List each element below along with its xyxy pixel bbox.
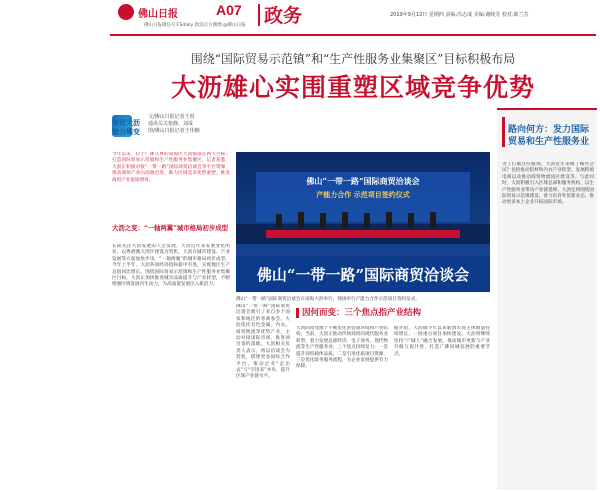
- column-logo-line1: 商贸大沥: [112, 118, 140, 127]
- issue-date: 2019年9月12日 星期四 责编:冯志成 美编:谢映芳 校对:陈兰芳: [390, 12, 529, 18]
- byline: [148, 114, 200, 135]
- photo-caption: 佛山“一带一路”国际商贸洽谈会在南海大沥举行，现场举行产能力合作示范项目签约仪式。: [236, 297, 420, 302]
- byline-photographer: 图/佛山日报记者王伟楠: [148, 128, 200, 134]
- newspaper-emblem-icon: [118, 4, 134, 20]
- signing-table: [266, 230, 460, 238]
- col3-body: 大沥的改变源于不断优化的营商环境和产业结构。当前，大沥正推动传统商贸向现代服务业转型，着力发展总部经济、电子商务、现代物流等生产性服务业，三个焦点持续发力：一是提升商贸载体品质，二是引进优质项目资源，三是优化政务服务流程，为企业发展提供有力保障。: [296, 326, 388, 370]
- col1-body: 长期关注大沥发展的人会发现，大沥近年来发展变化明显。以粤港澳大湾区建设为契机，大沥在城市建设、产业发展等方面加快步伐，“一轴两翼”的城市格局初步成型。今年上半年，大沥各项经济指标稳中有进，实现地区生产总值同比增长。围绕国际贸易示范镇和生产性服务业集聚区目标，大沥正加快推进城市品质提升与产业转型，不断增强区域发展内生动力，为高质量发展注入新活力。: [112, 244, 230, 288]
- col3-heading-text: 因何而变：三个焦点指产业结构: [302, 308, 422, 318]
- sidebar-rule: [497, 108, 597, 110]
- col1-heading-text: 大沥之变：“一轴两翼”城市格局初步成型: [112, 224, 228, 232]
- section-divider: [258, 4, 260, 26]
- photo-banner-bottom: 佛山“一带一路”国际商贸洽谈会: [256, 266, 470, 284]
- col1-heading: [112, 224, 232, 232]
- main-headline: 大沥雄心实围重塑区域竞争优势: [170, 73, 535, 102]
- lead-paragraph: 今年以来，位于广佛交界的南海区大沥镇锚定两大目标：打造国际贸易示范镇和生产性服务业集聚区。记者获悉，大沥正积极对接“一带一路”国际商贸洽谈会等平台资源，推动商贸产业向高端迈进，助力区域竞争优势重塑，推进商贸产业提质增效。: [112, 152, 230, 183]
- masthead-rule: [110, 34, 596, 36]
- column-logo-line2: 魅力蝶变: [112, 127, 140, 136]
- photo-banner-big: 产能力合作 示范项目签约仪式: [316, 190, 410, 199]
- page-number: A07: [216, 2, 242, 18]
- col3-heading-accent: [296, 308, 299, 318]
- col3-heading: [296, 308, 490, 319]
- column-logo-text: [112, 118, 146, 136]
- sidebar-heading: 路向何方：发力国际贸易和生产性服务业: [508, 125, 590, 147]
- byline-reporter: 文/佛山日报记者王锐: [148, 114, 195, 120]
- newspaper-name: 佛山日报: [138, 8, 178, 20]
- photo-banner-small: 佛山“一带一路”国际商贸洽谈会: [306, 176, 420, 186]
- col2-body: 佛山“一带一路”国际商贸洽谈会吸引了来自多个国家和地区的客商参会。大沥依托有色金属、内衣、商贸物流等优势产业，主动对接国际市场，推进项目签约落地。大沥相关负责人表示，将以洽谈会为契机，搭建更多国际合作平台，推动企业“走出去”与“引进来”并举，提升区域产业链水平。: [236, 304, 290, 380]
- sub-headline: 围绕“国际贸易示范镇”和“生产性服务业集聚区”目标积极布局: [190, 52, 516, 66]
- masthead-meta: 佛山日报微信号:FSdaily 新浪官方微博:@佛山日报: [144, 23, 246, 28]
- section-title: 政务: [264, 5, 303, 27]
- sidebar-accent: [502, 117, 505, 147]
- col4-body: 据介绍，大沥镇今年以来新增市场主体数量持续增长，一批重点项目加快建设。大沥将继续坚持“产城人”融合发展，推动城市更新与产业升级互促共进，打造广佛同城发展的重要节点。: [394, 326, 490, 357]
- masthead: [0, 0, 600, 36]
- newspaper-logo: [118, 4, 178, 20]
- byline-correspondent: 通讯员关艳静、刘成: [148, 121, 194, 127]
- event-photo: [236, 152, 490, 292]
- sidebar-body: 为了打破这些瓶颈，大沥近年来做了哪些尝试？包括推动铝材和内衣产业转型、发展跨境电商以及推动商贸物流园区建设等。与此同时，大沥积极引入区域总部和服务机构，以生产性服务业带动产业链延伸。大沥还将围绕国际贸易示范镇建设，着力培育外贸新业态，推动更多本土企业开拓国际市场。: [502, 162, 594, 206]
